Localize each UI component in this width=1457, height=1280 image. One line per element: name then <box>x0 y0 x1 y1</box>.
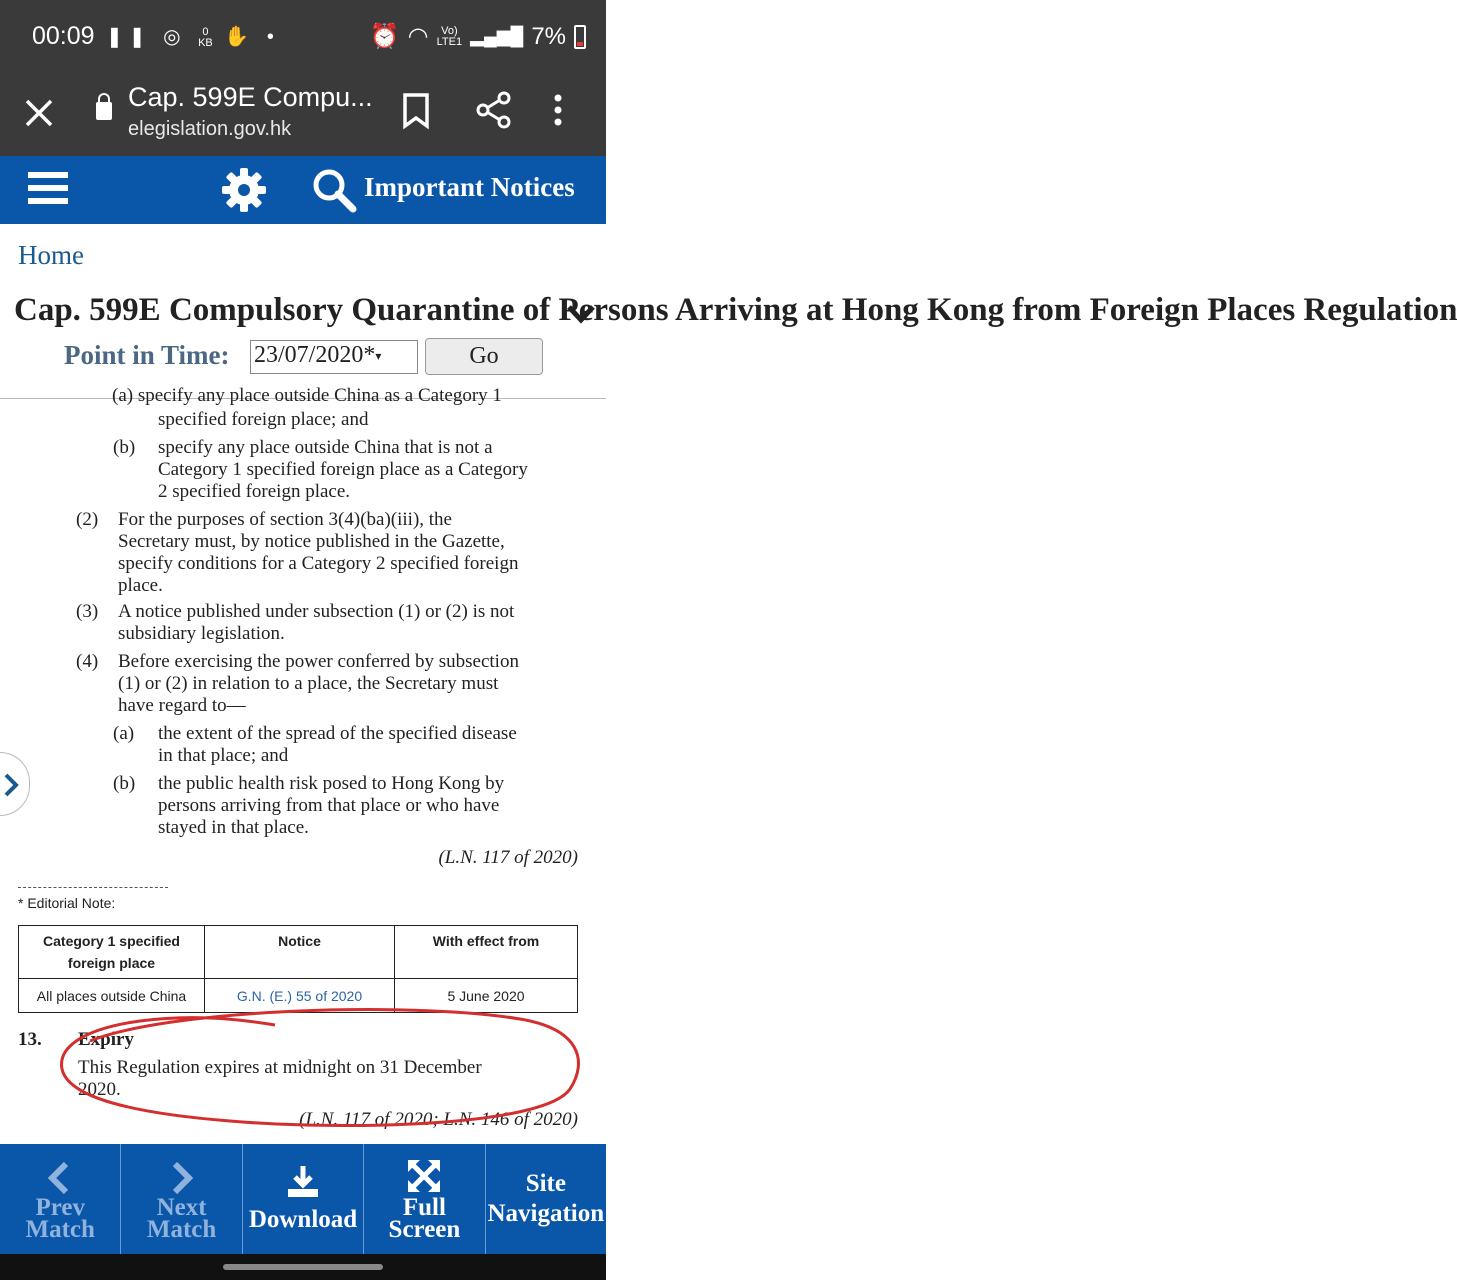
legislation-content <box>0 385 606 1144</box>
table-cell: All places outside China <box>19 979 205 1013</box>
editorial-note-label: * Editorial Note: <box>18 895 116 911</box>
ln-reference: (L.N. 117 of 2020; L.N. 146 of 2020) <box>299 1109 578 1130</box>
ln-reference: (L.N. 117 of 2020) <box>438 847 578 868</box>
table-row <box>19 979 578 1013</box>
section-4-line: have regard to— <box>118 695 246 716</box>
subsection-b-line: specify any place outside China that is not a <box>158 437 493 458</box>
fullscreen-icon <box>406 1158 442 1194</box>
table-header-cell: With effect from <box>395 926 578 979</box>
battery-icon <box>574 25 586 49</box>
section-2-line: Secretary must, by notice published in the Gazette, <box>118 531 505 552</box>
important-notices-link[interactable]: Important Notices <box>364 172 575 202</box>
data-rate-icon: 0 KB <box>198 25 213 49</box>
hamburger-line <box>28 185 68 191</box>
match-label: Match <box>25 1216 95 1243</box>
page-title: Cap. 599E Compulsory Quarantine of Persons Arriving at Hong Kong from Foreign Places Regulation <box>14 292 1457 328</box>
signal-icon: ▂▄▆█ <box>470 26 524 46</box>
table-header-cell: Category 1 specified foreign place <box>19 926 205 979</box>
share-button[interactable] <box>474 90 514 130</box>
subsection-b-line: Category 1 specified foreign place as a Category <box>158 459 528 480</box>
section-3-line: A notice published under subsection (1) or (2) is not <box>118 601 515 622</box>
table-cell: 5 June 2020 <box>395 979 578 1013</box>
dropdown-caret-icon: ▾ <box>375 348 382 363</box>
lock-icon <box>96 102 112 120</box>
section-4b-number: (b) <box>113 773 136 794</box>
table-header-cell: Notice <box>205 926 395 979</box>
section-4a-line: the extent of the spread of the specified disease <box>158 723 517 744</box>
close-icon <box>24 98 54 128</box>
hamburger-menu-button[interactable] <box>28 172 68 208</box>
bottom-toolbar <box>0 1144 606 1254</box>
notification-icons <box>106 24 280 49</box>
status-bar <box>0 0 606 74</box>
editorial-divider <box>18 887 168 888</box>
section-4-line: (1) or (2) in relation to a place, the Secretary must <box>118 673 499 694</box>
section-13-line: This Regulation expires at midnight on 31 December <box>78 1057 482 1078</box>
search-button[interactable] <box>310 166 358 214</box>
tab-title[interactable]: Cap. 599E Compu... <box>128 82 373 112</box>
bookmark-icon <box>396 90 436 130</box>
dot-icon: • <box>266 26 280 48</box>
home-indicator[interactable] <box>223 1264 383 1270</box>
gazette-notice-link[interactable] <box>205 979 395 1013</box>
point-in-time-value: 23/07/2020* <box>254 342 376 368</box>
download-button[interactable] <box>243 1144 364 1254</box>
cut-off-line: (a) specify any place outside China as a Category 1 <box>112 385 502 406</box>
bookmark-button[interactable] <box>396 90 436 130</box>
go-button[interactable]: Go <box>425 338 543 375</box>
section-4b-line: the public health risk posed to Hong Kong by <box>158 773 505 794</box>
table-header-row <box>19 926 578 979</box>
next-match-button[interactable] <box>121 1144 242 1254</box>
sync-icon: ◎ <box>163 26 187 48</box>
section-4b-line: persons arriving from that place or who have <box>158 795 500 816</box>
gear-icon <box>220 166 268 214</box>
chevron-down-icon <box>566 302 596 326</box>
section-2-line: place. <box>118 575 163 596</box>
section-4a-number: (a) <box>113 723 135 744</box>
next-label: Next <box>156 1194 207 1221</box>
subsection-b-number: (b) <box>113 437 136 458</box>
status-right <box>370 22 586 51</box>
browser-toolbar <box>0 74 606 156</box>
subsection-a-text: specified foreign place; and <box>158 409 369 430</box>
navigation-label: Navigation <box>487 1200 605 1227</box>
section-13-line: 2020. <box>78 1079 121 1100</box>
prev-match-button[interactable] <box>0 1144 121 1254</box>
home-link[interactable]: Home <box>18 240 84 270</box>
system-nav-bar <box>0 1254 606 1280</box>
network-label: Vo) LTE1 <box>436 24 463 48</box>
section-4-number: (4) <box>76 651 99 672</box>
title-expand-button[interactable] <box>566 302 596 326</box>
site-nav-bar <box>0 156 606 224</box>
close-tab-button[interactable] <box>24 92 54 134</box>
chevron-right-icon <box>169 1160 195 1196</box>
section-13-title: Expiry <box>78 1029 134 1050</box>
hand-icon: ✋ <box>224 26 256 48</box>
match-label: Match <box>146 1216 217 1243</box>
section-3-number: (3) <box>76 601 99 622</box>
wifi-icon: ◠ <box>407 23 429 50</box>
section-3-line: subsidiary legislation. <box>118 623 285 644</box>
share-icon <box>474 90 514 130</box>
alarm-icon: ⏰ <box>369 23 400 50</box>
more-vert-icon <box>548 90 568 130</box>
editorial-table <box>18 925 578 1013</box>
full-label: Full <box>402 1194 446 1221</box>
site-navigation-button[interactable] <box>486 1144 606 1254</box>
more-menu-button[interactable] <box>548 90 568 130</box>
download-icon <box>285 1164 321 1200</box>
site-label: Site <box>525 1170 566 1197</box>
point-in-time-label: Point in Time: <box>64 340 230 370</box>
settings-button[interactable] <box>220 166 268 214</box>
hamburger-line <box>28 198 68 204</box>
prev-label: Prev <box>35 1194 85 1221</box>
gazette-notice-link-text[interactable]: G.N. (E.) 55 of 2020 <box>236 987 363 1004</box>
section-4-line: Before exercising the power conferred by subsection <box>118 651 519 672</box>
section-2-number: (2) <box>76 509 99 530</box>
url-text[interactable]: elegislation.gov.hk <box>128 118 292 140</box>
section-4b-line: stayed in that place. <box>158 817 309 838</box>
section-2-line: For the purposes of section 3(4)(ba)(iii), the <box>118 509 452 530</box>
pause-icon: ❚❚ <box>106 26 152 48</box>
section-13-number: 13. <box>18 1029 42 1050</box>
battery-percent: 7% <box>531 22 566 50</box>
point-in-time-select[interactable] <box>250 340 418 374</box>
screen-label: Screen <box>388 1216 461 1243</box>
status-time: 00:09 <box>32 22 95 50</box>
hamburger-line <box>28 172 68 178</box>
subsection-b-line: 2 specified foreign place. <box>158 481 351 502</box>
section-2-line: specify conditions for a Category 2 specified foreign <box>118 553 519 574</box>
full-screen-button[interactable] <box>364 1144 485 1254</box>
chevron-right-icon <box>0 753 24 817</box>
search-icon <box>310 166 358 214</box>
section-4a-line: in that place; and <box>158 745 289 766</box>
chevron-left-icon <box>46 1160 72 1196</box>
download-label: Download <box>248 1206 358 1233</box>
